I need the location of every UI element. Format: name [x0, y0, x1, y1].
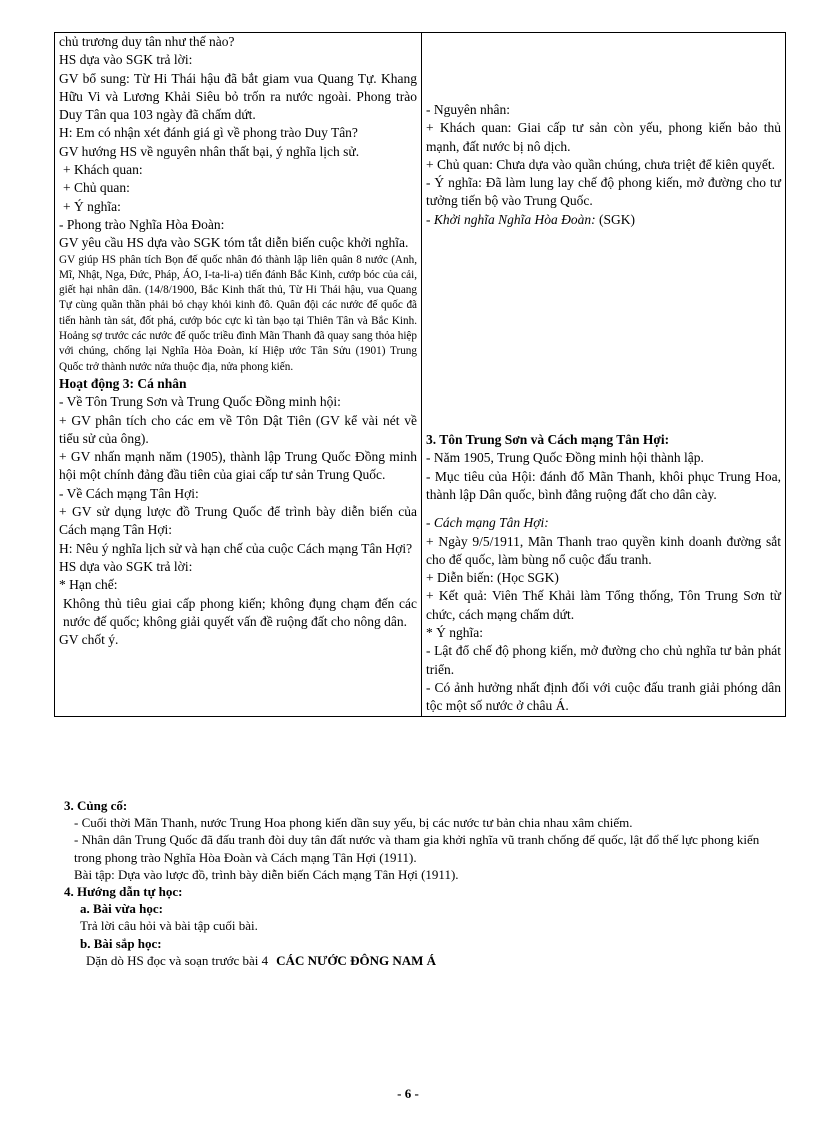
next-lesson-title: CÁC NƯỚC ĐÔNG NAM Á [276, 952, 437, 968]
spacer [426, 33, 781, 101]
text-line: - Phong trào Nghĩa Hòa Đoàn: [59, 216, 225, 232]
text-line: Trả lời câu hỏi và bài tập cuối bài. [80, 918, 258, 934]
text-line: GV chốt ý. [59, 632, 119, 648]
text-line: - Có ảnh hưởng nhất định đối với cuộc đấu tranh giải phóng dân tộc một số nước ở châu Á. [426, 679, 781, 714]
lesson-footer [64, 797, 784, 969]
text-line [426, 211, 781, 229]
text-span: Dặn dò HS đọc và soạn trước bài 4 [86, 952, 269, 968]
italic-label: - Khởi nghĩa Nghĩa Hòa Đoàn: [426, 211, 596, 227]
teacher-activity-column [55, 33, 422, 717]
text-line: GV bổ sung: Từ Hi Thái hậu đã bắt giam vua Quang Tự. Khang Hữu Vi và Lương Khải Siêu bỏ trốn ra nước ngoài. Phong trào Duy Tân qua 103 ngày đã chấm dứt. [59, 70, 417, 123]
text-line [64, 952, 784, 969]
text-line: - Cuối thời Mãn Thanh, nước Trung Hoa phong kiến dần suy yếu, bị các nước tư bản chia nhau xâm chiếm. [74, 815, 633, 831]
question-line: H: Em có nhận xét đánh giá gì về phong trào Duy Tân? [59, 125, 358, 141]
text-line: - Nguyên nhân: [426, 102, 510, 117]
small-text-paragraph: GV giúp HS phân tích Bọn đế quốc nhân đó thành lập liên quân 8 nước (Anh, Mĩ, Nhật, Nga, Đức, Pháp, ÁO, I-ta-li-a) tiến đánh Bắc Kinh, cướp bóc của cải, giết hại nhân dân. (14/8/1900, Bắc Kinh thất thủ, Từ Hi Thái hậu, vua Quang Tự cùng quần thần phải bỏ chạy khỏi kinh đô. Quân đội các nước đế quốc đã tiến hành tàn sát, đốt phá, cướp bóc cực kì tàn bạo tại Thiên Tân và Bắc Kinh. Hoảng sợ trước các nước đế quốc triều đình Mãn Thanh đã quay sang thỏa hiệp với chúng, chống lại Nghĩa Hòa Đoàn, kí Hiệp ước Tân Sửu (1901) Trung Quốc trở thành nước nửa thuộc địa, nửa phong kiến. [59, 253, 417, 373]
page-number: - 6 - [397, 1086, 419, 1101]
bullet-line: + Khách quan: [63, 162, 143, 178]
question-line: H: Nêu ý nghĩa lịch sử và hạn chế của cuộc Cách mạng Tân Hợi? [59, 540, 413, 556]
text-line: chủ trương duy tân như thế nào? [59, 34, 235, 49]
text-line: + Ngày 9/5/1911, Mãn Thanh trao quyền kinh doanh đường sắt cho đế quốc, làm bùng nổ cuộc đấu tranh. [426, 533, 781, 567]
text-line: - Nhân dân Trung Quốc đã đấu tranh đòi duy tân đất nước và tham gia khởi nghĩa vũ tranh chống đế quốc, lật đổ thế lực phong kiến trong phong trào Nghĩa Hòa Đoàn và Cách mạng Tân Hợi (1911). [74, 832, 760, 865]
text-line: - Về Cách mạng Tân Hợi: [59, 485, 199, 501]
text-line: + Khách quan: Giai cấp tư sản còn yếu, phong kiến bảo thủ mạnh, đất nước bị nô dịch. [426, 120, 781, 154]
text-line: - Về Tôn Trung Sơn và Trung Quốc Đồng minh hội: [59, 394, 341, 410]
subsection-heading: b. Bài sắp học: [80, 935, 162, 951]
text-line: - Ý nghĩa: Đã làm lung lay chế độ phong kiến, mở đường cho tư tưởng tiến bộ vào Trung Quốc. [426, 175, 781, 209]
text-line: * Hạn chế: [59, 577, 118, 593]
content-column [422, 33, 786, 717]
lesson-table [54, 32, 786, 717]
text-line: GV yêu cầu HS dựa vào SGK tóm tắt diễn biến cuộc khởi nghĩa. [59, 235, 409, 251]
text-line: + GV sử dụng lược đồ Trung Quốc để trình bày diễn biến của Cách mạng Tân Hợi: [59, 504, 417, 538]
text-line: + GV phân tích cho các em về Tôn Dật Tiên (GV kể vài nét về tiểu sử của ông). [59, 412, 417, 446]
text-line: HS dựa vào SGK trả lời: [59, 558, 193, 574]
italic-subheading: - Cách mạng Tân Hợi: [426, 515, 549, 531]
text-line: + Kết quả: Viên Thế Khải làm Tổng thống, Tôn Trung Sơn từ chức, cách mạng chấm dứt. [426, 588, 781, 622]
text-line: HS dựa vào SGK trả lời: [59, 52, 193, 68]
text-line: Bài tập: Dựa vào lược đồ, trình bày diễn biến Cách mạng Tân Hợi (1911). [74, 866, 459, 882]
text-line: + Chủ quan: Chưa dựa vào quần chúng, chưa triệt để kiên quyết. [426, 156, 775, 172]
text-span: (SGK) [595, 211, 635, 227]
text-line: + GV nhấn mạnh năm (1905), thành lập Trung Quốc Đồng minh hội một chính đảng đầu tiên của giai cấp tư sản Trung Quốc. [59, 449, 417, 483]
text-line: + Diễn biến: (Học SGK) [426, 570, 559, 586]
spacer [426, 229, 781, 431]
section-heading: 4. Hướng dẫn tự học: [64, 884, 183, 900]
spacer [426, 504, 781, 514]
text-line: - Lật đổ chế độ phong kiến, mở đường cho chủ nghĩa tư bản phát triển. [426, 643, 781, 677]
section-heading: 3. Tôn Trung Sơn và Cách mạng Tân Hợi: [426, 432, 670, 448]
text-line: * Ý nghĩa: [426, 625, 483, 641]
text-line: - Mục tiêu của Hội: đánh đổ Mãn Thanh, khôi phục Trung Hoa, thành lập Dân quốc, bình đẳng ruộng đất cho dân cày. [426, 468, 781, 502]
section-heading: 3. Củng cố: [64, 798, 128, 813]
table-row [55, 33, 786, 717]
text-line: Không thủ tiêu giai cấp phong kiến; không đụng chạm đến các nước đế quốc; không giải quyết vấn đề ruộng đất cho nông dân. [63, 595, 417, 629]
activity-heading: Hoạt động 3: Cá nhân [59, 375, 187, 391]
bullet-line: + Chủ quan: [63, 180, 130, 196]
text-line: - Năm 1905, Trung Quốc Đồng minh hội thành lập. [426, 450, 704, 466]
bullet-line: + Ý nghĩa: [63, 198, 121, 214]
text-line: GV hướng HS về nguyên nhân thất bại, ý nghĩa lịch sử. [59, 143, 360, 159]
subsection-heading: a. Bài vừa học: [80, 901, 163, 917]
